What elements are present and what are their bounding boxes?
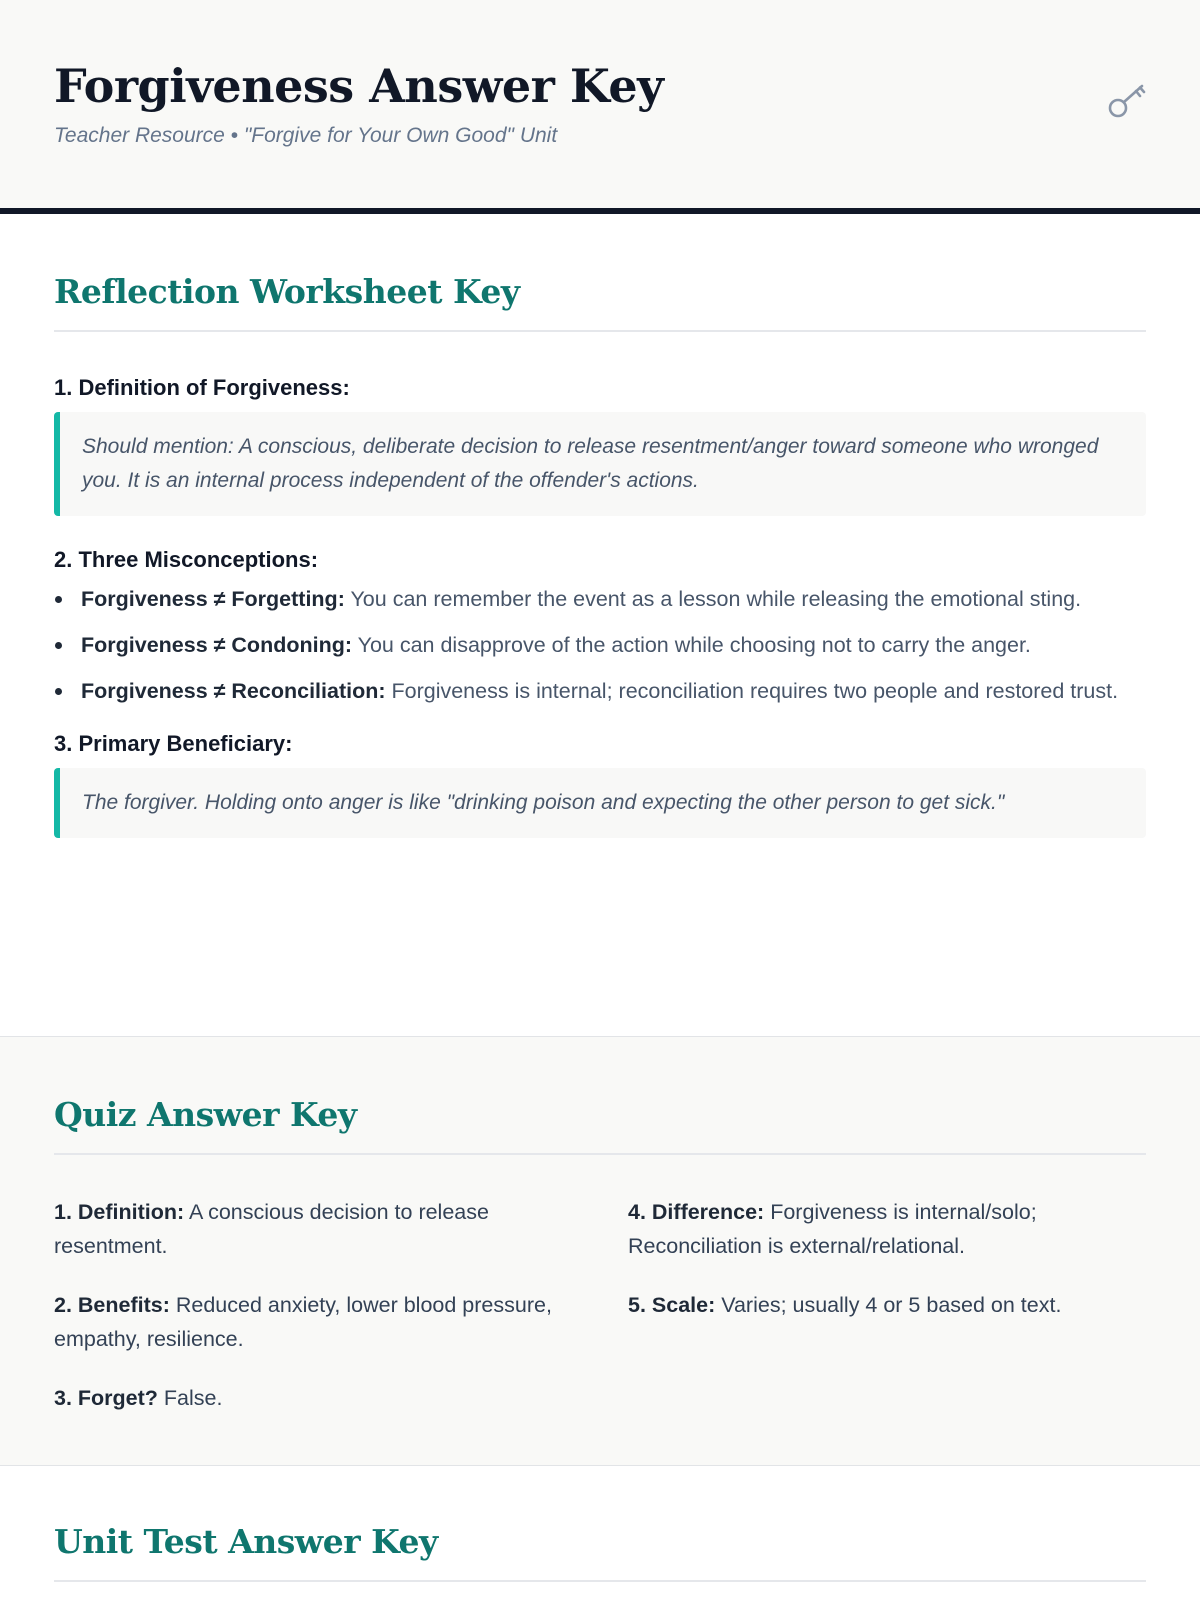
quiz-answer (628, 1288, 1148, 1322)
quiz-answer (628, 1195, 1148, 1263)
quiz-text: Varies; usually 4 or 5 based on text. (715, 1293, 1062, 1317)
page-subtitle: Teacher Resource • "Forgive for Your Own Good" Unit (54, 124, 558, 147)
section-title-unit-test: Unit Test Answer Key (54, 1522, 1146, 1582)
quiz-answer-key-section (0, 1036, 1200, 1466)
list-item (54, 628, 1146, 662)
quiz-label: 4. Difference: (628, 1200, 765, 1224)
quiz-column-left (54, 1195, 628, 1440)
misconceptions-list (54, 582, 1146, 708)
quiz-column-right (628, 1195, 1148, 1440)
quiz-answers-grid (54, 1195, 1146, 1440)
misconception-text: You can remember the event as a lesson while releasing the emotional sting. (344, 587, 1082, 611)
misconception-text: Forgiveness is internal; reconciliation requires two people and restored trust. (385, 679, 1119, 703)
list-item (54, 582, 1146, 616)
quiz-text: Reduced anxiety, lower blood pressure, empathy, resilience. (54, 1293, 552, 1351)
question-heading: 2. Three Misconceptions: (54, 547, 319, 572)
unit-test-answer-key-section (0, 1466, 1200, 1582)
quiz-label: 2. Benefits: (54, 1293, 170, 1317)
quiz-text: False. (157, 1386, 223, 1410)
quiz-label: 3. Forget? (54, 1386, 158, 1410)
key-icon (1106, 80, 1148, 122)
answer-box: Should mention: A conscious, deliberate decision to release resentment/anger toward someone who wronged you. It is an internal process independent of the offender's actions. (54, 412, 1146, 516)
quiz-label: 5. Scale: (628, 1293, 716, 1317)
section-title-reflection: Reflection Worksheet Key (54, 272, 1146, 332)
misconception-term: Forgiveness ≠ Forgetting: (81, 587, 345, 611)
answer-box: The forgiver. Holding onto anger is like "drinking poison and expecting the other person to get sick." (54, 768, 1146, 838)
quiz-answer (54, 1195, 628, 1263)
quiz-answer (54, 1381, 628, 1415)
misconception-term: Forgiveness ≠ Reconciliation: (81, 679, 386, 703)
document-header (0, 0, 1200, 214)
misconception-term: Forgiveness ≠ Condoning: (81, 633, 352, 657)
question-heading: 1. Definition of Forgiveness: (54, 375, 350, 400)
question-heading: 3. Primary Beneficiary: (54, 731, 293, 756)
quiz-label: 1. Definition: (54, 1200, 185, 1224)
page-title: Forgiveness Answer Key (54, 59, 664, 113)
reflection-worksheet-section (0, 214, 1200, 1036)
list-item (54, 674, 1146, 708)
quiz-answer (54, 1288, 628, 1356)
quiz-text: Forgiveness is internal/solo; Reconciliation is external/relational. (628, 1200, 1037, 1258)
section-title-quiz: Quiz Answer Key (54, 1095, 1146, 1155)
misconception-text: You can disapprove of the action while choosing not to carry the anger. (352, 633, 1031, 657)
quiz-text: A conscious decision to release resentment. (54, 1200, 489, 1258)
